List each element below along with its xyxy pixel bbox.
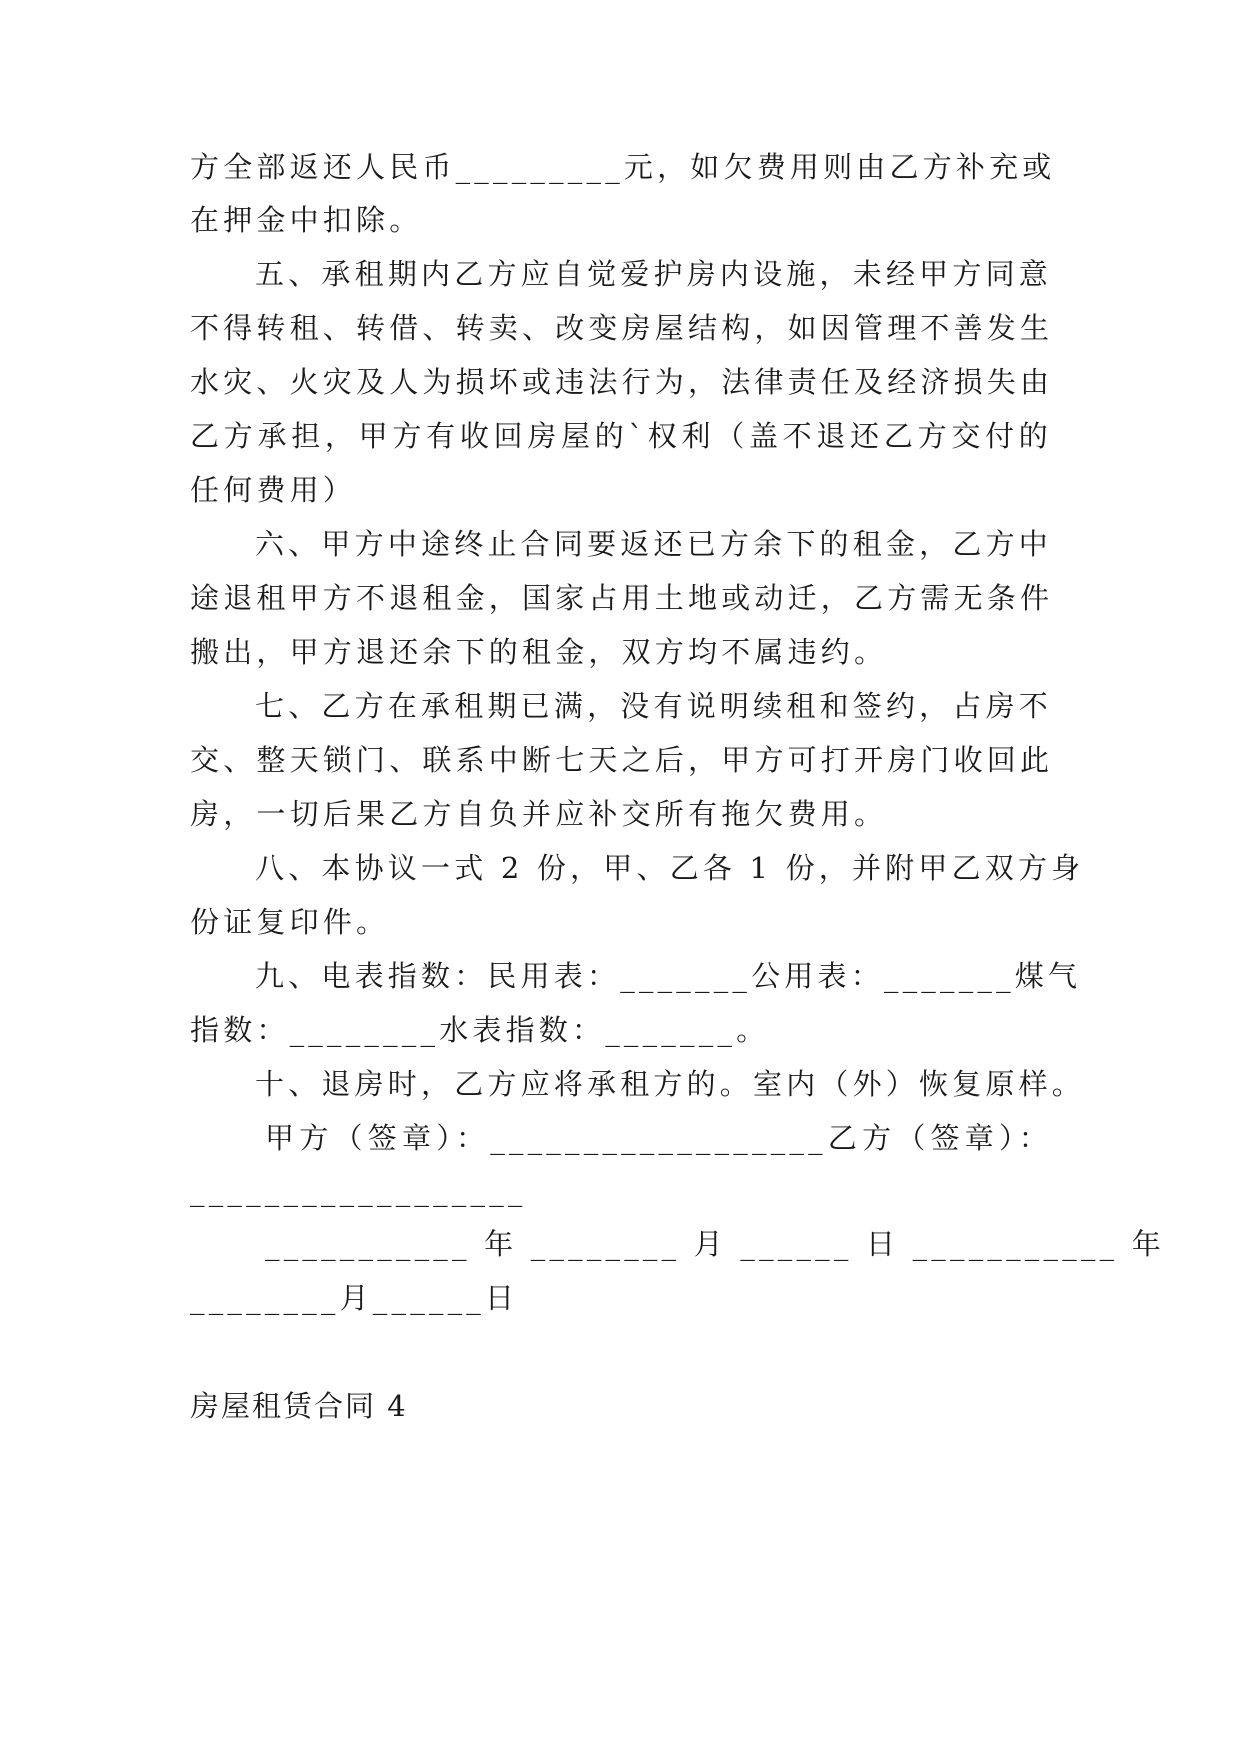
clause-9-line-2: 指数：________水表指数：_______。 (190, 1013, 770, 1047)
clause-9-line-1: 九、电表指数：民用表：_______公用表：_______煤气 (255, 959, 1082, 993)
clause-5-line-2: 不得转租、转借、转卖、改变房屋结构，如因管理不善发生 (190, 311, 1054, 345)
text-line-2: 在押金中扣除。 (190, 203, 423, 237)
clause-7-line-3: 房，一切后果乙方自负并应补交所有拖欠费用。 (190, 797, 888, 831)
date-line-2: ________月______日 (190, 1281, 519, 1315)
clause-10-line-1: 十、退房时，乙方应将承租方的。室内（外）恢复原样。 (255, 1067, 1086, 1101)
clause-5-line-1: 五、承租期内乙方应自觉爱护房内设施，未经甲方同意 (255, 257, 1052, 291)
signature-blank-line: __________________ (190, 1173, 527, 1207)
text-line-1: 方全部返还人民币_________元，如欠费用则由乙方补充或 (190, 150, 1056, 184)
clause-8-line-2: 份证复印件。 (190, 905, 390, 939)
clause-7-line-2: 交、整天锁门、联系中断七天之后，甲方可打开房门收回此 (190, 743, 1054, 777)
date-line-1: ___________ 年 ________ 月 ______ 日 ___________ 年 (265, 1227, 1165, 1261)
clause-5-line-3: 水灾、火灾及人为损坏或违法行为，法律责任及经济损失由 (190, 365, 1054, 399)
clause-8-line-1: 八、本协议一式 2 份，甲、乙各 1 份，并附甲乙双方身 (255, 851, 1085, 885)
clause-6-line-3: 搬出，甲方退还余下的租金，双方均不属违约。 (190, 635, 888, 669)
clause-5-line-4: 乙方承担，甲方有收回房屋的`权利（盖不退还乙方交付的 (190, 419, 1052, 453)
clause-6-line-1: 六、甲方中途终止合同要返还已方余下的租金，乙方中 (255, 527, 1052, 561)
clause-6-line-2: 途退租甲方不退租金，国家占用土地或动迁，乙方需无条件 (190, 581, 1054, 615)
clause-5-line-5: 任何费用） (190, 473, 357, 507)
clause-7-line-1: 七、乙方在承租期已满，没有说明续租和签约，占房不 (255, 689, 1052, 723)
next-contract-heading: 房屋租赁合同 4 (190, 1389, 408, 1423)
signature-line: 甲方（签章）：__________________乙方（签章）： (265, 1121, 1052, 1155)
